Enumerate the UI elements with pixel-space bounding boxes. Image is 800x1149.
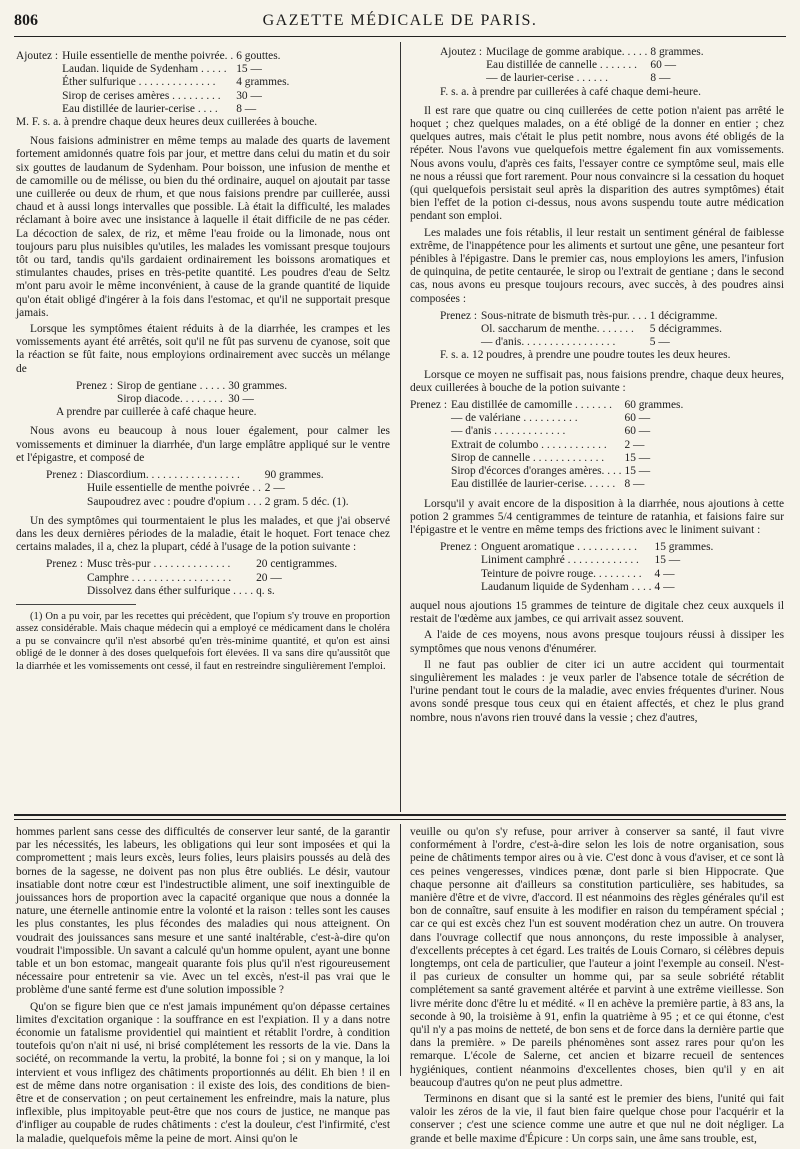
rx-item: Eau distillée de cannelle . . . . . . . bbox=[486, 59, 637, 72]
rx-item: Mucilage de gomme arabique. . . . . bbox=[486, 46, 648, 58]
rx-item: Huile essentielle de menthe poivrée. . bbox=[62, 50, 234, 62]
paragraph: Qu'on se figure bien que ce n'est jamais impunément qu'on dépasse certaines limites d'excitation organique : la souffrance en est l'expiation. Il y a dans notre économie un fatalisme providentiel qui maintient et rétablit l'ordre, à condition toutefois qu'on n'ait ni usé, ni brisé complétement les ressorts de la vie. Dans la société, on recommande la vertu, la probité, la bonne foi ; si on y manque, la loi intervient et vous infligez des châtiments proportionnés au délit. Eh bien ! il en est de même dans notre organisation : il existe des lois, des conditions de bien-être et de conservation ; on peut certainement les enfreindre, mais la nature, plus inflexible, plus impitoyable peut-être que nos cours de justice, ne manque pas d'infliger au coupable de rudes châtiments : c'est la douleur, c'est l'infirmité, c'est la maladie, quelquefois même la peine de mort. Ainsi qu'on le bbox=[16, 1000, 390, 1145]
rx-qty: 90 grammes. bbox=[264, 469, 324, 482]
paragraph: Nous faisions administrer en même temps au malade des quarts de lavement fortement amidonnés quatre fois par jour, et mettre dans celui du matin et du soir six gouttes de laudanum de Sydenham. Pour boisson, une infusion de menthe et de camomille ou de mélisse, ou bien du thé ordinaire, auquel on ajoutait par tasse une cuillerée ou deux de rhum, et que nous faisions prendre par cuillerée, aussi chaud et à aussi longs intervalles que possible. Là était la difficulté, les malades réclamant à boire avec une insistance à laquelle il était difficile de ne pas céder. La décoction de salex, de riz, et même l'eau froide ou la limonade, nous ont toujours paru plus nuisibles qu'utiles, les malades les vomissant presque toujours tôt ou tard, tandis qu'ils gardaient ordinairement les boissons aromatiques et stimulantes chaudes, prises en très-petite quantité. Les poudres d'eau de Seltz m'ont paru avoir le même inconvénient, à cause de la grande quantité de liquide qu'on était obligé d'ingérer à la fois dans l'estomac, et qu'il ne supportait presque jamais. bbox=[16, 135, 390, 319]
rx-lead: Prenez : bbox=[440, 309, 478, 322]
paragraph: Il ne faut pas oublier de citer ici un autre accident qui tourmentait singulièrement les malades : je veux parler de l'absence totale de sécrétion de l'urine pendant tout le cours de la maladie, avec envies fréquentes d'uriner. Nous avons sondé presque tous ceux qui en étaient affectés, et chez le plus grand nombre, nous n'avons rien trouvé dans la vessie ; chez d'autres, bbox=[410, 658, 784, 724]
rx-qty: 30 grammes. bbox=[228, 379, 288, 392]
paragraph: Lorsque ce moyen ne suffisait pas, nous faisions prendre, chaque deux heures, deux cuillerées à bouche de la potion suivante : bbox=[410, 368, 784, 394]
rx-item: Diascordium. . . . . . . . . . . . . . . . . bbox=[87, 469, 240, 482]
rx-item: Laudanum liquide de Sydenham . . . . bbox=[481, 580, 652, 593]
rx-lead: Prenez : bbox=[440, 541, 478, 554]
rx-qty: 60 — bbox=[624, 412, 651, 425]
paragraph: auquel nous ajoutions 15 grammes de teinture de digitale chez ceux auxquels il restait de l'œdème aux jambes, ce qui arrivait assez souvent. bbox=[410, 599, 784, 626]
rx-item: Ol. saccharum de menthe. . . . . . . bbox=[481, 323, 634, 336]
rx-qty: 2 gram. 5 déc. (1). bbox=[264, 495, 349, 508]
prescription-3 bbox=[16, 469, 390, 509]
rx-qty: 15 — bbox=[236, 63, 262, 76]
rx-item: Laudan. liquide de Sydenham . . . . . bbox=[62, 63, 227, 76]
prescription-8 bbox=[410, 541, 784, 594]
rx-qty: 60 grammes. bbox=[624, 399, 684, 412]
prescription-4 bbox=[16, 558, 390, 598]
rx-lead: Prenez : bbox=[410, 399, 448, 412]
paragraph: A l'aide de ces moyens, nous avons presque toujours réussi à dissiper les symptômes que nous venons d'énumérer. bbox=[410, 629, 784, 655]
rx-qty: 30 — bbox=[236, 89, 262, 102]
footnote-separator bbox=[16, 604, 136, 605]
page-header bbox=[14, 10, 786, 37]
paragraph: Lorsque les symptômes étaient réduits à de la diarrhée, les crampes et les vomissements ayant été arrêtés, soit qu'il ne fût pas survenu de cyanose, soit que la réaction se fût faite, nous employions ordinairement avec succès un mélange de bbox=[16, 323, 390, 375]
paragraph: Un des symptômes qui tourmentaient le plus les malades, et que j'ai observé dans les deux dernières périodes de la maladie, était le hoquet. Fort tenace chez certains malades, il a, chez la plupart, cédé à l'usage de la potion suivante : bbox=[16, 514, 390, 554]
paragraph: Les malades une fois rétablis, il leur restait un sentiment général de faiblesse extrême, de l'inappétence pour les aliments et surtout une gêne, une pesanteur fort pénibles à l'épigastre. Dans le premier cas, nous employions les amers, l'infusion de quinquina, de petite centaurée, le sirop ou l'extrait de gentiane ; dans le second cas, nous avons eu presque toujours recours, avec succès, à des poudres ainsi composées : bbox=[410, 226, 784, 305]
rx-item: Camphre . . . . . . . . . . . . . . . . . . bbox=[87, 571, 232, 584]
bottom-right-column bbox=[410, 826, 784, 1149]
rx-item: Sirop de cannelle . . . . . . . . . . . . . bbox=[451, 451, 605, 464]
rx-instruction: M. F. s. a. à prendre chaque deux heures deux cuillerées à bouche. bbox=[16, 116, 318, 129]
journal-title: GAZETTE MÉDICALE DE PARIS. bbox=[262, 12, 538, 29]
rx-qty: 4 — bbox=[654, 580, 675, 593]
rx-item: Éther sulfurique . . . . . . . . . . . . . . bbox=[62, 76, 216, 89]
rx-qty: 60 — bbox=[650, 59, 677, 72]
rx-qty: 20 centigrammes. bbox=[256, 558, 338, 571]
rx-item: — de valériane . . . . . . . . . . bbox=[451, 412, 578, 425]
rx-item: Sirop diacode. . . . . . . . bbox=[117, 393, 223, 406]
rx-item: — d'anis. . . . . . . . . . . . . . . . . bbox=[481, 336, 616, 349]
rx-instruction: A prendre par cuillerée à café chaque heure. bbox=[56, 406, 257, 419]
top-left-column bbox=[16, 46, 390, 676]
rx-qty: 4 — bbox=[654, 567, 675, 580]
paragraph: hommes parlent sans cesse des difficultés de conserver leur santé, de la garantir par les nécessités, les labeurs, les obligations qui leur sont imposées et qui la compromettent ; mais leurs excès, leurs folies, leurs plaisirs poussés au delà des bornes de la sagesse, ne doivent pas non plus être oubliés. Le désir, vautour insatiable dont notre cœur est l'indestructible aliment, une soif inextinguible de jouissances hors de proportion avec la capacité organique que nous a donnée la nature, une éternelle antinomie entre la volonté et la raison : telles sont les causes les plus constantes, les plus fécondes des maladies qui nous atteignent. On voudrait des jouissances sans mesure et une santé inaltérable, c'est-à-dire qu'on voudrait l'impossible. Un savant a calculé qu'un homme opulent, ayant une bonne table et un bon estomac, mangeait quarante fois plus qu'il n'est rigoureusement nécessaire pour entretenir sa vie. Avec un tel excès, n'est-il pas vrai que le problème d'une santé ferme est d'une solution impossible ? bbox=[16, 826, 390, 997]
paragraph: Nous avons eu beaucoup à nous louer également, pour calmer les vomissements et diminuer la diarrhée, d'un large emplâtre appliqué sur le ventre et l'épigastre, et composé de bbox=[16, 425, 390, 464]
rx-qty: 8 grammes. bbox=[650, 46, 704, 58]
rx-item: Eau distillée de laurier-cerise. . . . . . bbox=[451, 478, 616, 491]
rx-lead: Prenez : bbox=[46, 469, 84, 482]
rx-item: — d'anis . . . . . . . . . . . . . bbox=[451, 425, 566, 438]
rx-qty: 5 décigrammes. bbox=[649, 323, 722, 336]
rx-item: Liniment camphré . . . . . . . . . . . . . bbox=[481, 554, 639, 567]
page-number: 806 bbox=[14, 12, 38, 29]
section-rule-thin bbox=[14, 819, 786, 820]
rx-item: Sirop de gentiane . . . . . bbox=[117, 379, 226, 392]
rx-item: Huile essentielle de menthe poivrée . . bbox=[87, 482, 261, 495]
rx-instruction: F. s. a. 12 poudres, à prendre une poudre toutes les deux heures. bbox=[440, 349, 731, 362]
rx-qty: 2 — bbox=[624, 438, 645, 451]
top-right-column bbox=[410, 46, 784, 728]
rx-qty: 60 — bbox=[624, 425, 651, 438]
rx-qty: 20 — bbox=[256, 571, 282, 584]
rx-qty: 15 grammes. bbox=[654, 541, 714, 554]
rx-item: Eau distillée de laurier-cerise . . . . bbox=[62, 102, 218, 115]
column-divider-bottom bbox=[400, 824, 401, 1076]
rx-qty: 8 — bbox=[650, 72, 671, 85]
rx-qty: 4 grammes. bbox=[236, 76, 290, 89]
paragraph: veuille ou qu'on s'y refuse, pour arriver à conserver sa santé, il faut vivre conformément à l'ordre, c'est-à-dire selon les lois de notre organisation, sous peine de châtiments tempor aires ou à vie. C'est donc à vous d'aviser, et ce sont là ces peines vengeresses, vindices pœnæ, dont parle si bien Hippocrate. Que chaque personne ait d'ailleurs sa constitution particulière, ses habitudes, sa manière d'être et de vivre, d'accord. Il est néanmoins des règles générales qu'il est bon de connaître, sauf ensuite à les modifier en raison du tempérament spécial ; car ce qui est excès chez l'un est souvent modération chez un autre. On trouvera dans l'ouvrage collectif que nous annonçons, du reste impossible à analyser, d'excellents préceptes à cet égard. Les traités de Louis Cornaro, si célèbres depuis longtemps, ont cela de particulier, que l'auteur a joint l'exemple au conseil. N'est-il pas curieux de consulter un homme qui, par sa seule sobriété rétablit complétement sa santé gravement altérée et parvint à une extrême vieillesse. Son livre mérite donc d'être lu et médité. « Il en achève la première partie, à 83 ans, la seconde à 90, la troisième à 91, enfin la quatrième à 95 ; et ce qui étonne, c'est qu'il n'y a pas moins de netteté, de bon sens et de force dans la dernière partie que dans la première. » De pareils phénomènes sont assez rares pour qu'on les remarque. L'école de Salerne, cet ancien et bizarre recueil de sentences hygiéniques, contient néanmoins d'excellentes choses, bien qu'il y en ait beaucoup d'autres qu'on ne peut plus admettre. bbox=[410, 826, 784, 1089]
rx-qty: 15 — bbox=[654, 554, 681, 567]
rx-qty: 2 — bbox=[264, 482, 285, 495]
rx-qty: 15 — bbox=[624, 451, 651, 464]
rx-item: Sirop d'écorces d'oranges amères. . . . bbox=[451, 465, 622, 478]
rx-qty: 1 décigramme. bbox=[649, 309, 718, 322]
rx-item: — de laurier-cerise . . . . . . bbox=[486, 72, 608, 85]
rx-qty: 6 gouttes. bbox=[236, 50, 281, 62]
rx-item: Sirop de cerises amères . . . . . . . . . bbox=[62, 89, 221, 102]
rx-qty: 8 — bbox=[236, 102, 257, 115]
rx-item: Musc très-pur . . . . . . . . . . . . . . bbox=[87, 558, 231, 571]
prescription-5 bbox=[410, 46, 784, 99]
rx-lead: Prenez : bbox=[76, 379, 114, 392]
rx-lead: Ajoutez : bbox=[16, 50, 59, 62]
section-rule bbox=[14, 814, 786, 816]
rx-item: Eau distillée de camomille . . . . . . . bbox=[451, 399, 613, 412]
bottom-left-column bbox=[16, 826, 390, 1149]
rx-qty: 30 — bbox=[228, 393, 254, 406]
rx-qty: 8 — bbox=[624, 478, 645, 491]
rx-item: Extrait de columbo . . . . . . . . . . . . bbox=[451, 438, 607, 451]
rx-lead: Prenez : bbox=[46, 558, 84, 571]
footnote: (1) On a pu voir, par les recettes qui précèdent, que l'opium s'y trouve en proportion assez considérable. Mais chaque médecin qui a employé ce médicament dans le choléra a pu se convaincre qu'il n'est absorbé qu'en très-minime quantité, et qu'on est ainsi obligé de le donner à des doses quelquefois fort élevées. Il va sans dire qu'aussitôt que la diarrhée et les vomissements ont cessé, il faut en restreindre singulièrement l'emploi. bbox=[16, 610, 390, 672]
column-divider-top bbox=[400, 42, 401, 812]
rx-item: Saupoudrez avec : poudre d'opium . . . bbox=[87, 495, 262, 508]
rx-item: Onguent aromatique . . . . . . . . . . . bbox=[481, 541, 637, 554]
rx-qty: q. s. bbox=[256, 584, 275, 597]
paragraph: Il est rare que quatre ou cinq cuillerées de cette potion n'aient pas arrêté le hoquet ; chez quelques malades, on a été obligé de la donner en entier ; chez quelques autres, mais c'était le plus petit nombre, nous avons été obligés de la répéter. Nous l'avons vue quelquefois mettre également fin aux vomissements. Nous avons voulu, d'après ces faits, l'essayer contre ce symptôme seul, mais elle ne nous a réussi que fort rarement. Pour nous convaincre si la cessation du hoquet (qui quelquefois persistait seul après la disparition des autres symptômes) était bien l'effet de la potion ci-dessus, nous avons suspendu toute autre médication pendant son emploi. bbox=[410, 104, 784, 223]
rx-item: Dissolvez dans éther sulfurique . . . . bbox=[87, 584, 254, 597]
prescription-7 bbox=[410, 399, 784, 491]
rx-instruction: F. s. a. à prendre par cuillerées à café chaque demi-heure. bbox=[440, 85, 701, 98]
prescription-6 bbox=[410, 310, 784, 363]
paragraph: Lorsqu'il y avait encore de la disposition à la diarrhée, nous ajoutions à cette potion 2 grammes 5/4 centigrammes de teinture de ratanhia, et faisions faire sur l'épigastre et le ventre en même temps des frictions avec le liniment suivant : bbox=[410, 497, 784, 536]
rx-lead: Ajoutez : bbox=[440, 46, 483, 58]
prescription-2 bbox=[16, 380, 390, 420]
rx-qty: 15 — bbox=[624, 465, 651, 478]
rx-item: Sous-nitrate de bismuth très-pur. . . . bbox=[481, 309, 647, 322]
prescription-1 bbox=[16, 50, 390, 129]
rx-item: Teinture de poivre rouge. . . . . . . . . bbox=[481, 567, 642, 580]
paragraph: Terminons en disant que si la santé est le premier des biens, l'unité qui fait valoir les zéros de la vie, il faut bien faire quelque chose pour l'acquérir et la conserver ; c'est une science comme une autre et que nul ne doit négliger. La grande et belle maxime d'Épicure : Un corps sain, une âme sans trouble, est, bbox=[410, 1093, 784, 1145]
rx-qty: 5 — bbox=[649, 336, 670, 349]
